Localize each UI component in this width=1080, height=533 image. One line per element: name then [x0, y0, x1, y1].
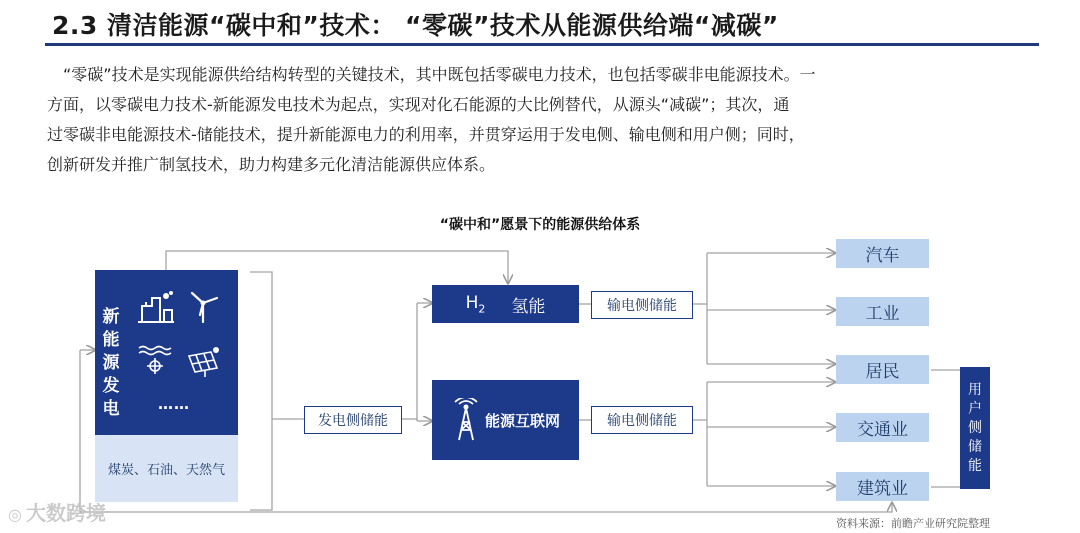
paragraph-line: “零碳”技术是实现能源供给结构转型的关键技术，其中既包括零碳电力技术，也包括零碳非电能源技术。一 — [63, 65, 816, 84]
paragraph-line: 创新研发并推广制氢技术，助力构建多元化清洁能源供应体系。 — [47, 155, 496, 174]
watermark: ◎ 大数跨境 — [8, 501, 106, 525]
page-title: 2.3 清洁能源“碳中和”技术： “零碳”技术从能源供给端“减碳” — [52, 11, 779, 40]
target-label: 建筑业 — [857, 479, 908, 499]
transmission-storage-label: 输电侧储能 — [607, 413, 677, 429]
hydrogen-label: 氢能 — [511, 296, 546, 317]
paragraph-line: 过零碳非电能源技术-储能技术，提升新能源电力的利用率，并贯穿运用于发电侧、输电侧和用户侧；同时， — [47, 125, 805, 144]
diagram-title: “碳中和”愿景下的能源供给体系 — [439, 217, 641, 233]
wind-turbine-icon — [186, 289, 220, 323]
fossil-fuels-label: 煤炭、石油、天然气 — [107, 463, 225, 478]
user-side-storage-label: 用户侧储能 — [968, 381, 982, 474]
generation-side-storage-label: 发电侧储能 — [318, 413, 388, 429]
transmission-storage-box-2 — [591, 406, 693, 434]
target-residential — [836, 355, 929, 384]
transmission-tower-icon — [451, 398, 481, 442]
hydro-wave-icon — [137, 344, 173, 376]
watermark-logo-icon: ◎ — [8, 505, 22, 524]
power-plant-icon — [136, 290, 176, 324]
hydrogen-box — [432, 285, 579, 323]
target-transport — [836, 413, 929, 442]
h2-symbol: $H_2$ — [465, 292, 486, 316]
source-note: 资料来源：前瞻产业研究院整理 — [836, 517, 990, 530]
user-side-storage-box — [960, 367, 990, 489]
energy-internet-box — [432, 380, 579, 460]
target-automobile — [836, 239, 929, 268]
target-label: 工业 — [865, 304, 900, 324]
paragraph-line: 方面，以零碳电力技术-新能源发电技术为起点，实现对化石能源的大比例替代，从源头“减碳”；其次，通 — [47, 95, 790, 114]
target-industry — [836, 297, 929, 326]
transmission-storage-box-1 — [591, 291, 693, 319]
transmission-storage-label: 输电侧储能 — [607, 298, 677, 314]
new-energy-generation-label: 新能源发电 — [102, 307, 120, 419]
target-label: 汽车 — [865, 246, 900, 266]
energy-internet-label: 能源互联网 — [484, 411, 560, 430]
target-construction — [836, 472, 929, 501]
target-label: 交通业 — [857, 420, 908, 440]
more-sources-ellipsis: …… — [158, 395, 190, 413]
generation-side-storage-box — [304, 406, 402, 434]
solar-panel-icon — [185, 346, 221, 378]
target-label: 居民 — [865, 362, 900, 382]
